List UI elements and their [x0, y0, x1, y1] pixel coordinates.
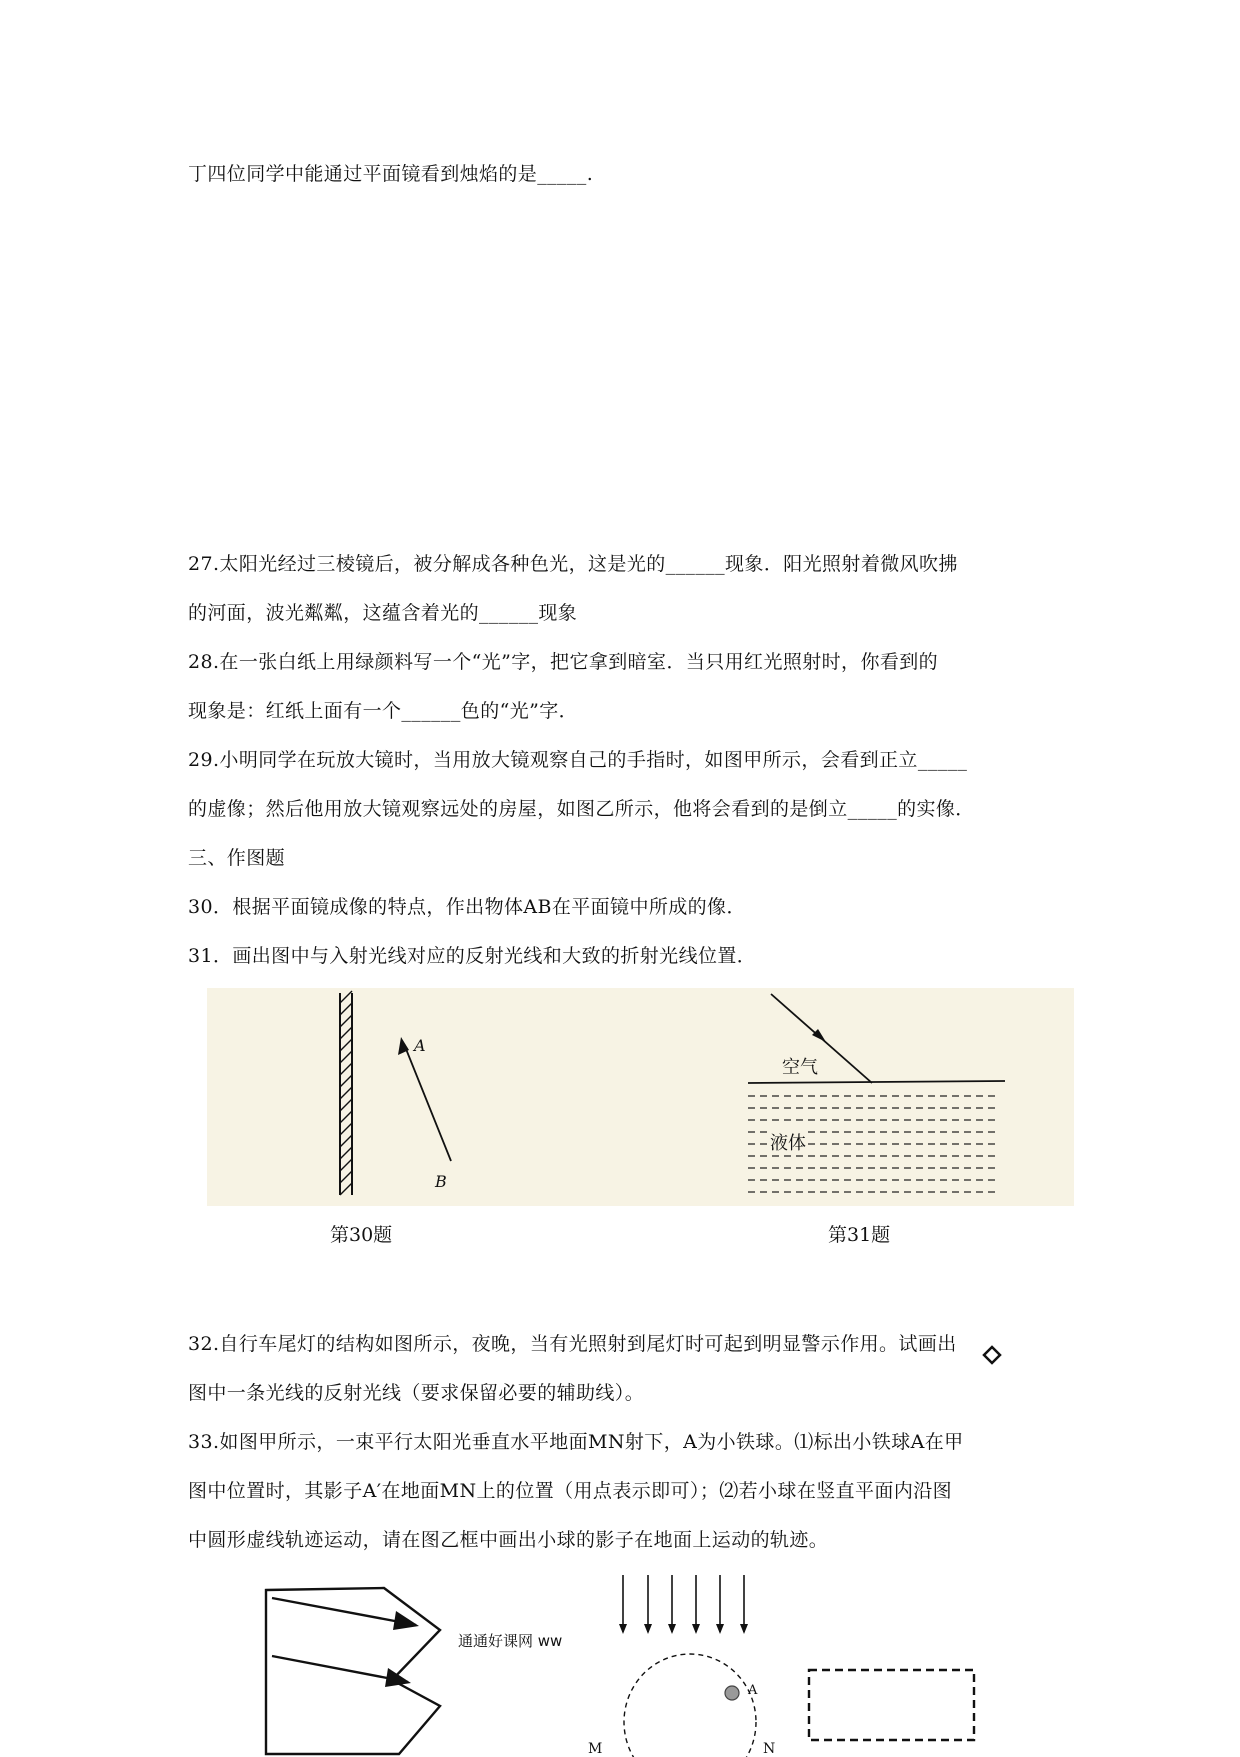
figure-31-caption: 第31题: [828, 1224, 891, 1246]
label-n: N: [763, 1741, 776, 1757]
watermark-text: 通通好课网 ww: [458, 1632, 563, 1650]
question-29-line-2: 的虚像；然后他用放大镜观察远处的房屋，如图乙所示，他将会看到的是倒立_____的实像．: [188, 798, 975, 820]
sunlight-ray-arrows: [619, 1624, 748, 1634]
circular-path: [624, 1654, 756, 1757]
label-m: M: [588, 1741, 603, 1757]
question-29-line-1: 29.小明同学在玩放大镜时，当用放大镜观察自己的手指时，如图甲所示，会看到正立_____: [188, 749, 968, 771]
figure-30-caption: 第30题: [330, 1224, 393, 1246]
label-a: A: [414, 1036, 426, 1055]
label-air: 空气: [782, 1057, 818, 1078]
section-3-heading: 三、作图题: [188, 847, 286, 869]
iron-ball-a: [725, 1686, 739, 1700]
question-30: 30．根据平面镜成像的特点，作出物体AB在平面镜中所成的像．: [188, 896, 746, 918]
question-28-line-2: 现象是：红纸上面有一个______色的“光”字．: [188, 700, 579, 722]
label-b: B: [435, 1172, 447, 1191]
question-32-line-1: 32.自行车尾灯的结构如图所示，夜晚，当有光照射到尾灯时可起到明显警示作用。试画出: [188, 1333, 957, 1355]
question-32-line-2: 图中一条光线的反射光线（要求保留必要的辅助线）。: [188, 1382, 645, 1404]
question-33-line-2: 图中位置时，其影子A′在地面MN上的位置（用点表示即可）；⑵若小球在竖直平面内沿图: [188, 1480, 953, 1502]
question-27-line-1: 27.太阳光经过三棱镜后，被分解成各种色光，这是光的______现象．阳光照射着微风吹拂: [188, 553, 958, 575]
question-27-line-2: 的河面，波光粼粼，这蕴含着光的______现象: [188, 602, 578, 624]
question-26-continuation: 丁四位同学中能通过平面镜看到烛焰的是_____.: [188, 163, 594, 185]
shadow-answer-box: [809, 1670, 974, 1740]
question-31: 31．画出图中与入射光线对应的反射光线和大致的折射光线位置．: [188, 945, 757, 967]
question-28-line-1: 28.在一张白纸上用绿颜料写一个“光”字，把它拿到暗室．当只用红光照射时，你看到的: [188, 651, 939, 673]
label-ball-a: A: [748, 1683, 758, 1698]
label-liquid: 液体: [768, 1129, 808, 1155]
sunlight-rays: [623, 1575, 744, 1632]
question-33-line-1: 33.如图甲所示，一束平行太阳光垂直水平地面MN射下，A为小铁球。⑴标出小铁球A在甲: [188, 1431, 964, 1453]
question-33-line-3: 中圆形虚线轨迹运动，请在图乙框中画出小球的影子在地面上运动的轨迹。: [188, 1529, 829, 1551]
